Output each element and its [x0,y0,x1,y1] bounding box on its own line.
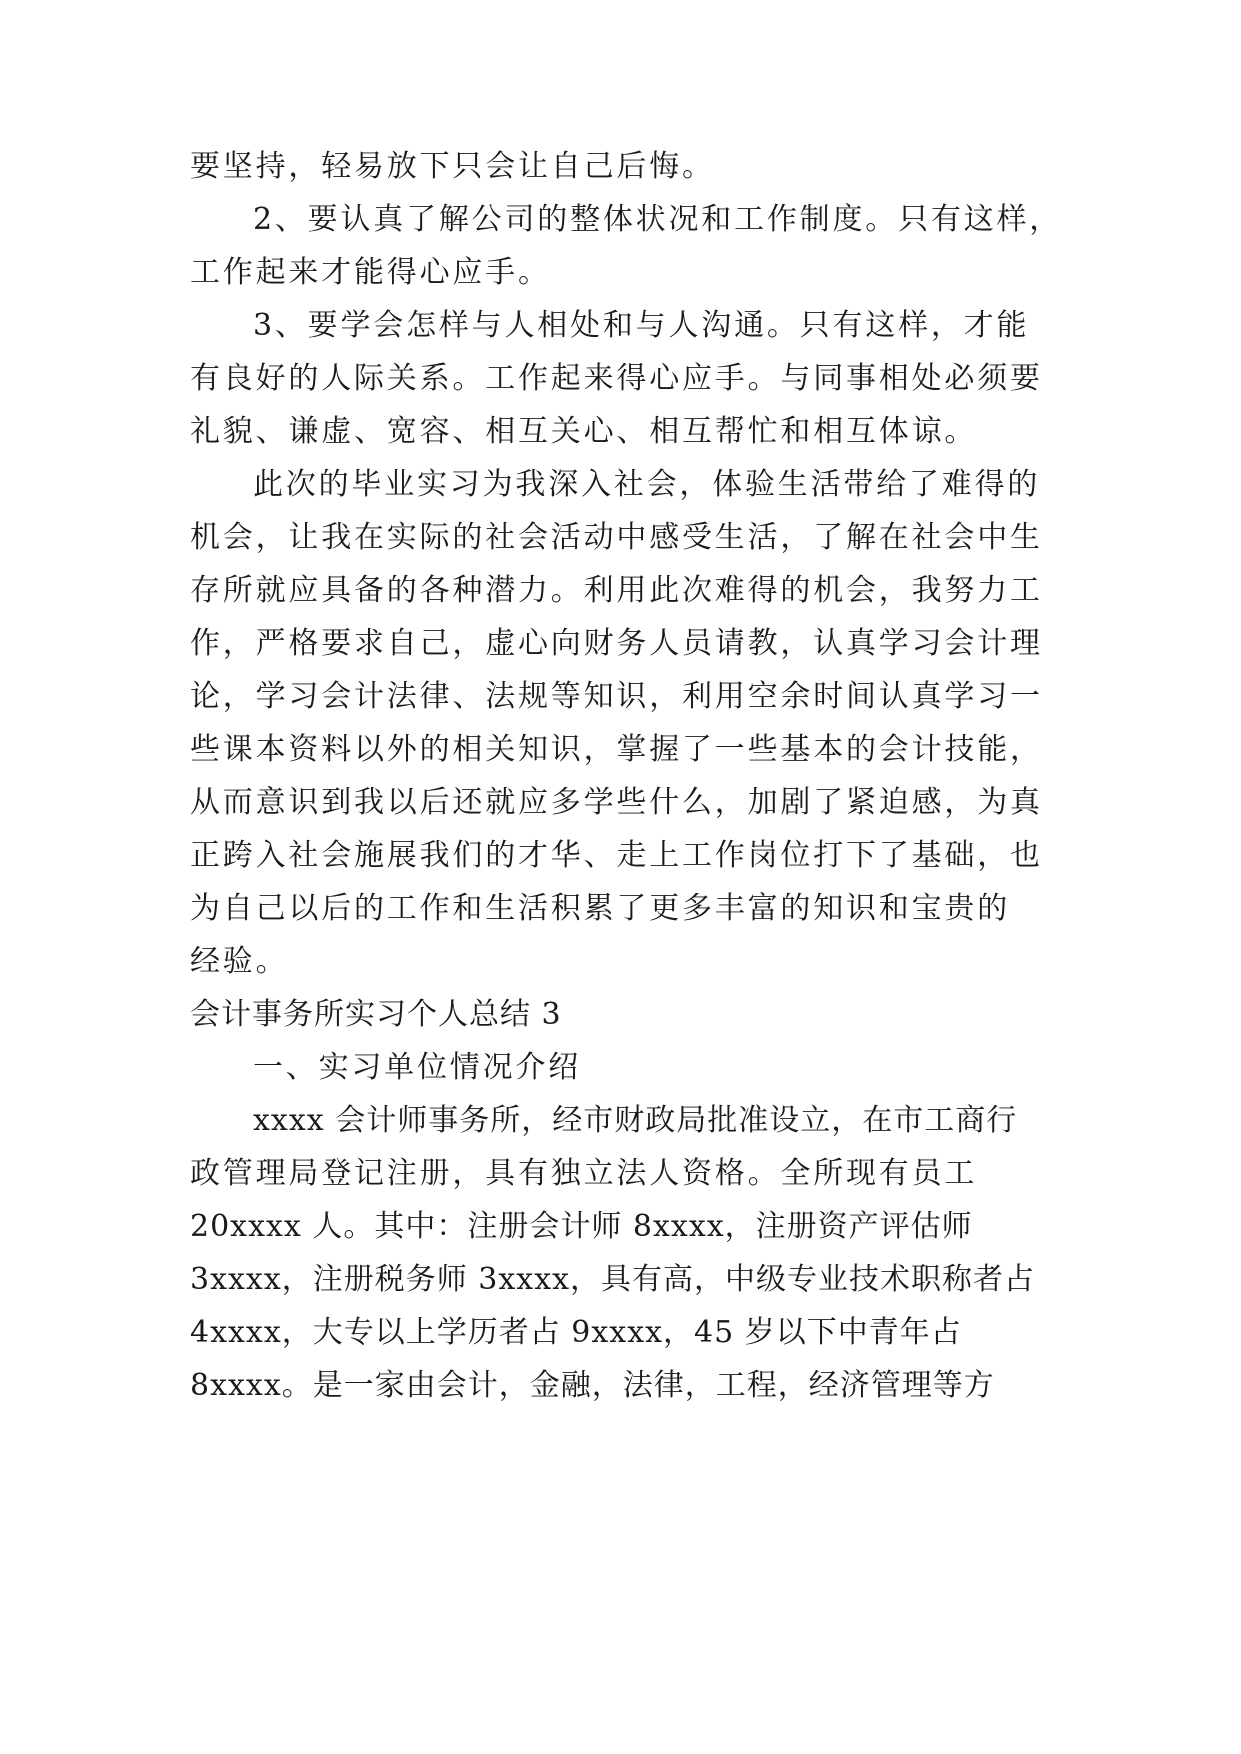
text-line: 经验。 [190,944,289,979]
text-line: 工作起来才能得心应手。 [190,255,551,290]
section-heading: 会计事务所实习个人总结 3 [190,997,562,1032]
text-line: 些课本资料以外的相关知识，掌握了一些基本的会计技能， [190,732,1043,767]
text-line: 8xxxx。是一家由会计，金融，法律，工程，经济管理等方 [190,1368,995,1403]
text-line: 政管理局登记注册，具有独立法人资格。全所现有员工 [190,1156,978,1191]
text-line: 论，学习会计法律、法规等知识，利用空余时间认真学习一 [190,679,1043,714]
text-line: 3xxxx，注册税务师 3xxxx，具有高，中级专业技术职称者占 [190,1262,1036,1297]
text-line: 此次的毕业实习为我深入社会，体验生活带给了难得的 [253,467,1041,502]
subsection-heading: 一、实习单位情况介绍 [253,1050,581,1085]
text-line: 机会，让我在实际的社会活动中感受生活，了解在社会中生 [190,520,1043,555]
text-line: 礼貌、谦虚、宽容、相互关心、相互帮忙和相互体谅。 [190,414,978,449]
text-line: 作，严格要求自己，虚心向财务人员请教，认真学习会计理 [190,626,1043,661]
text-line: xxxx 会计师事务所，经市财政局批准设立，在市工商行 [253,1103,1018,1138]
text-line: 存所就应具备的各种潜力。利用此次难得的机会，我努力工 [190,573,1043,608]
text-line: 为自己以后的工作和生活积累了更多丰富的知识和宝贵的 [190,891,1010,926]
text-line: 4xxxx，大专以上学历者占 9xxxx，45 岁以下中青年占 [190,1315,962,1350]
text-line: 正跨入社会施展我们的才华、走上工作岗位打下了基础，也 [190,838,1043,873]
text-line: 有良好的人际关系。工作起来得心应手。与同事相处必须要 [190,361,1043,396]
text-line: 2、要认真了解公司的整体状况和工作制度。只有这样， [253,202,1063,237]
text-line: 3、要学会怎样与人相处和与人沟通。只有这样，才能 [253,308,1030,343]
text-line: 20xxxx 人。其中：注册会计师 8xxxx，注册资产评估师 [190,1209,973,1244]
text-line: 从而意识到我以后还就应多学些什么，加剧了紧迫感，为真 [190,785,1043,820]
text-line: 要坚持，轻易放下只会让自己后悔。 [190,149,715,184]
